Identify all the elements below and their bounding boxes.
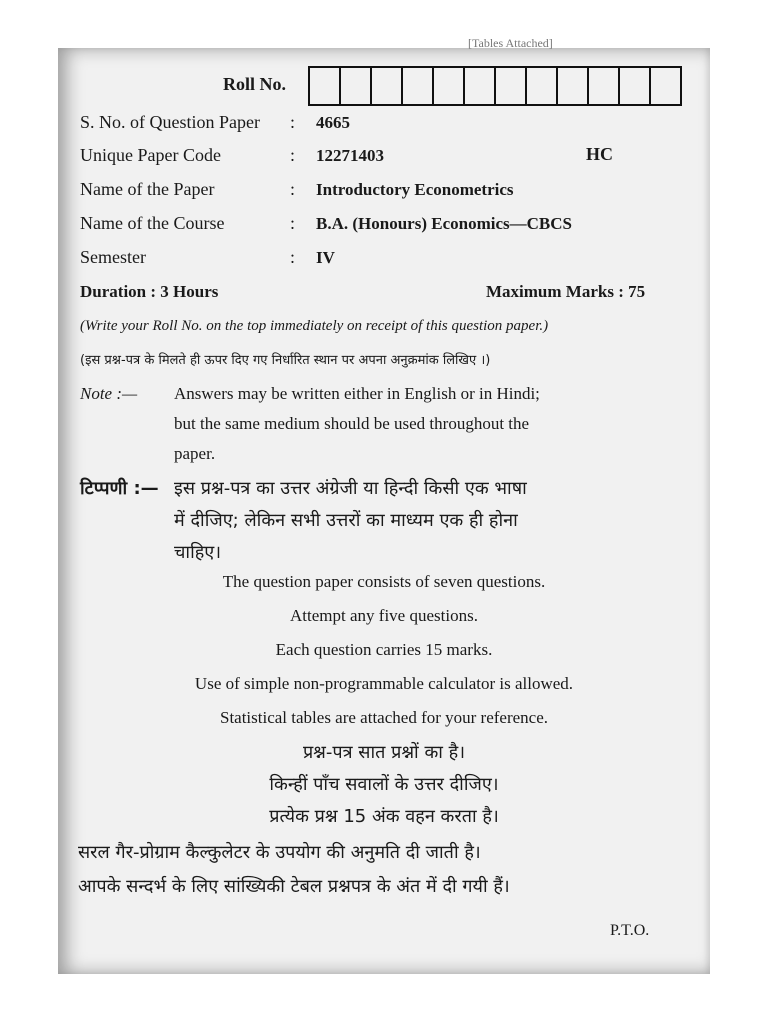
roll-no-digit-box[interactable] [341, 68, 372, 104]
field-value-paper-name: Introductory Econometrics [316, 180, 514, 199]
roll-no-boxes[interactable] [308, 66, 682, 106]
field-label-paper-name: Name of the Paper [80, 179, 215, 199]
field-label-serial: S. No. of Question Paper [80, 112, 260, 132]
field-value-semester: IV [316, 248, 335, 267]
instruction-hindi: (इस प्रश्न-पत्र के मिलते ही ऊपर दिए गए निर्धारित स्थान पर अपना अनुक्रमांक लिखिए ।) [80, 353, 491, 368]
header-strip: [Tables Attached] [468, 36, 553, 50]
rule-english: The question paper consists of seven questions. [222, 572, 546, 591]
field-colon: : [290, 247, 296, 267]
tippani-line: इस प्रश्न-पत्र का उत्तर अंग्रेजी या हिन्दी किसी एक भाषा [174, 478, 527, 499]
roll-no-digit-box[interactable] [651, 68, 680, 104]
rule-hindi: सरल गैर-प्रोग्राम कैल्कुलेटर के उपयोग की अनुमति दी जाती है। [78, 842, 481, 863]
tippani-line: चाहिए। [174, 542, 222, 563]
field-value-paper-code: 12271403 [316, 146, 384, 165]
roll-no-digit-box[interactable] [620, 68, 651, 104]
roll-no-digit-box[interactable] [403, 68, 434, 104]
tippani-label: टिप्पणी :— [80, 478, 159, 499]
roll-no-digit-box[interactable] [589, 68, 620, 104]
instruction-english: (Write your Roll No. on the top immediately on receipt of this question paper.) [80, 318, 549, 334]
note-label: Note :— [80, 384, 138, 403]
field-colon: : [290, 112, 296, 132]
field-label-paper-code: Unique Paper Code [80, 145, 221, 165]
tippani-line: में दीजिए; लेकिन सभी उत्तरों का माध्यम एक ही होना [174, 510, 518, 531]
field-colon: : [290, 179, 296, 199]
rule-english: Statistical tables are attached for your reference. [219, 708, 549, 727]
exam-paper-sheet [58, 36, 710, 974]
roll-no-digit-box[interactable] [372, 68, 403, 104]
roll-no-digit-box[interactable] [527, 68, 558, 104]
note-line: but the same medium should be used throughout the [174, 414, 530, 433]
code-tag: HC [586, 144, 613, 164]
note-line: paper. [174, 444, 216, 463]
roll-no-digit-box[interactable] [496, 68, 527, 104]
rule-hindi: किन्हीं पाँच सवालों के उत्तर दीजिए। [269, 774, 499, 795]
field-label-semester: Semester [80, 247, 146, 267]
field-label-course: Name of the Course [80, 213, 225, 233]
pto-marker: P.T.O. [610, 922, 650, 939]
maximum-marks: Maximum Marks : 75 [486, 282, 646, 301]
rule-english: Each question carries 15 marks. [275, 640, 493, 659]
field-value-course: B.A. (Honours) Economics—CBCS [316, 214, 572, 233]
field-value-serial: 4665 [316, 113, 350, 132]
roll-no-label: Roll No. [223, 74, 286, 94]
roll-no-digit-box[interactable] [465, 68, 496, 104]
rule-english: Use of simple non-programmable calculator is allowed. [194, 674, 574, 693]
roll-no-digit-box[interactable] [310, 68, 341, 104]
rule-hindi: प्रश्न-पत्र सात प्रश्नों का है। [302, 742, 466, 763]
rule-english: Attempt any five questions. [290, 606, 478, 625]
roll-no-digit-box[interactable] [558, 68, 589, 104]
rule-hindi: आपके सन्दर्भ के लिए सांख्यिकी टेबल प्रश्नपत्र के अंत में दी गयी हैं। [78, 876, 510, 897]
note-line: Answers may be written either in English or in Hindi; [174, 384, 540, 403]
field-colon: : [290, 213, 296, 233]
field-colon: : [290, 145, 296, 165]
rule-hindi: प्रत्येक प्रश्न 15 अंक वहन करता है। [269, 806, 499, 827]
roll-no-digit-box[interactable] [434, 68, 465, 104]
duration: Duration : 3 Hours [80, 282, 219, 301]
